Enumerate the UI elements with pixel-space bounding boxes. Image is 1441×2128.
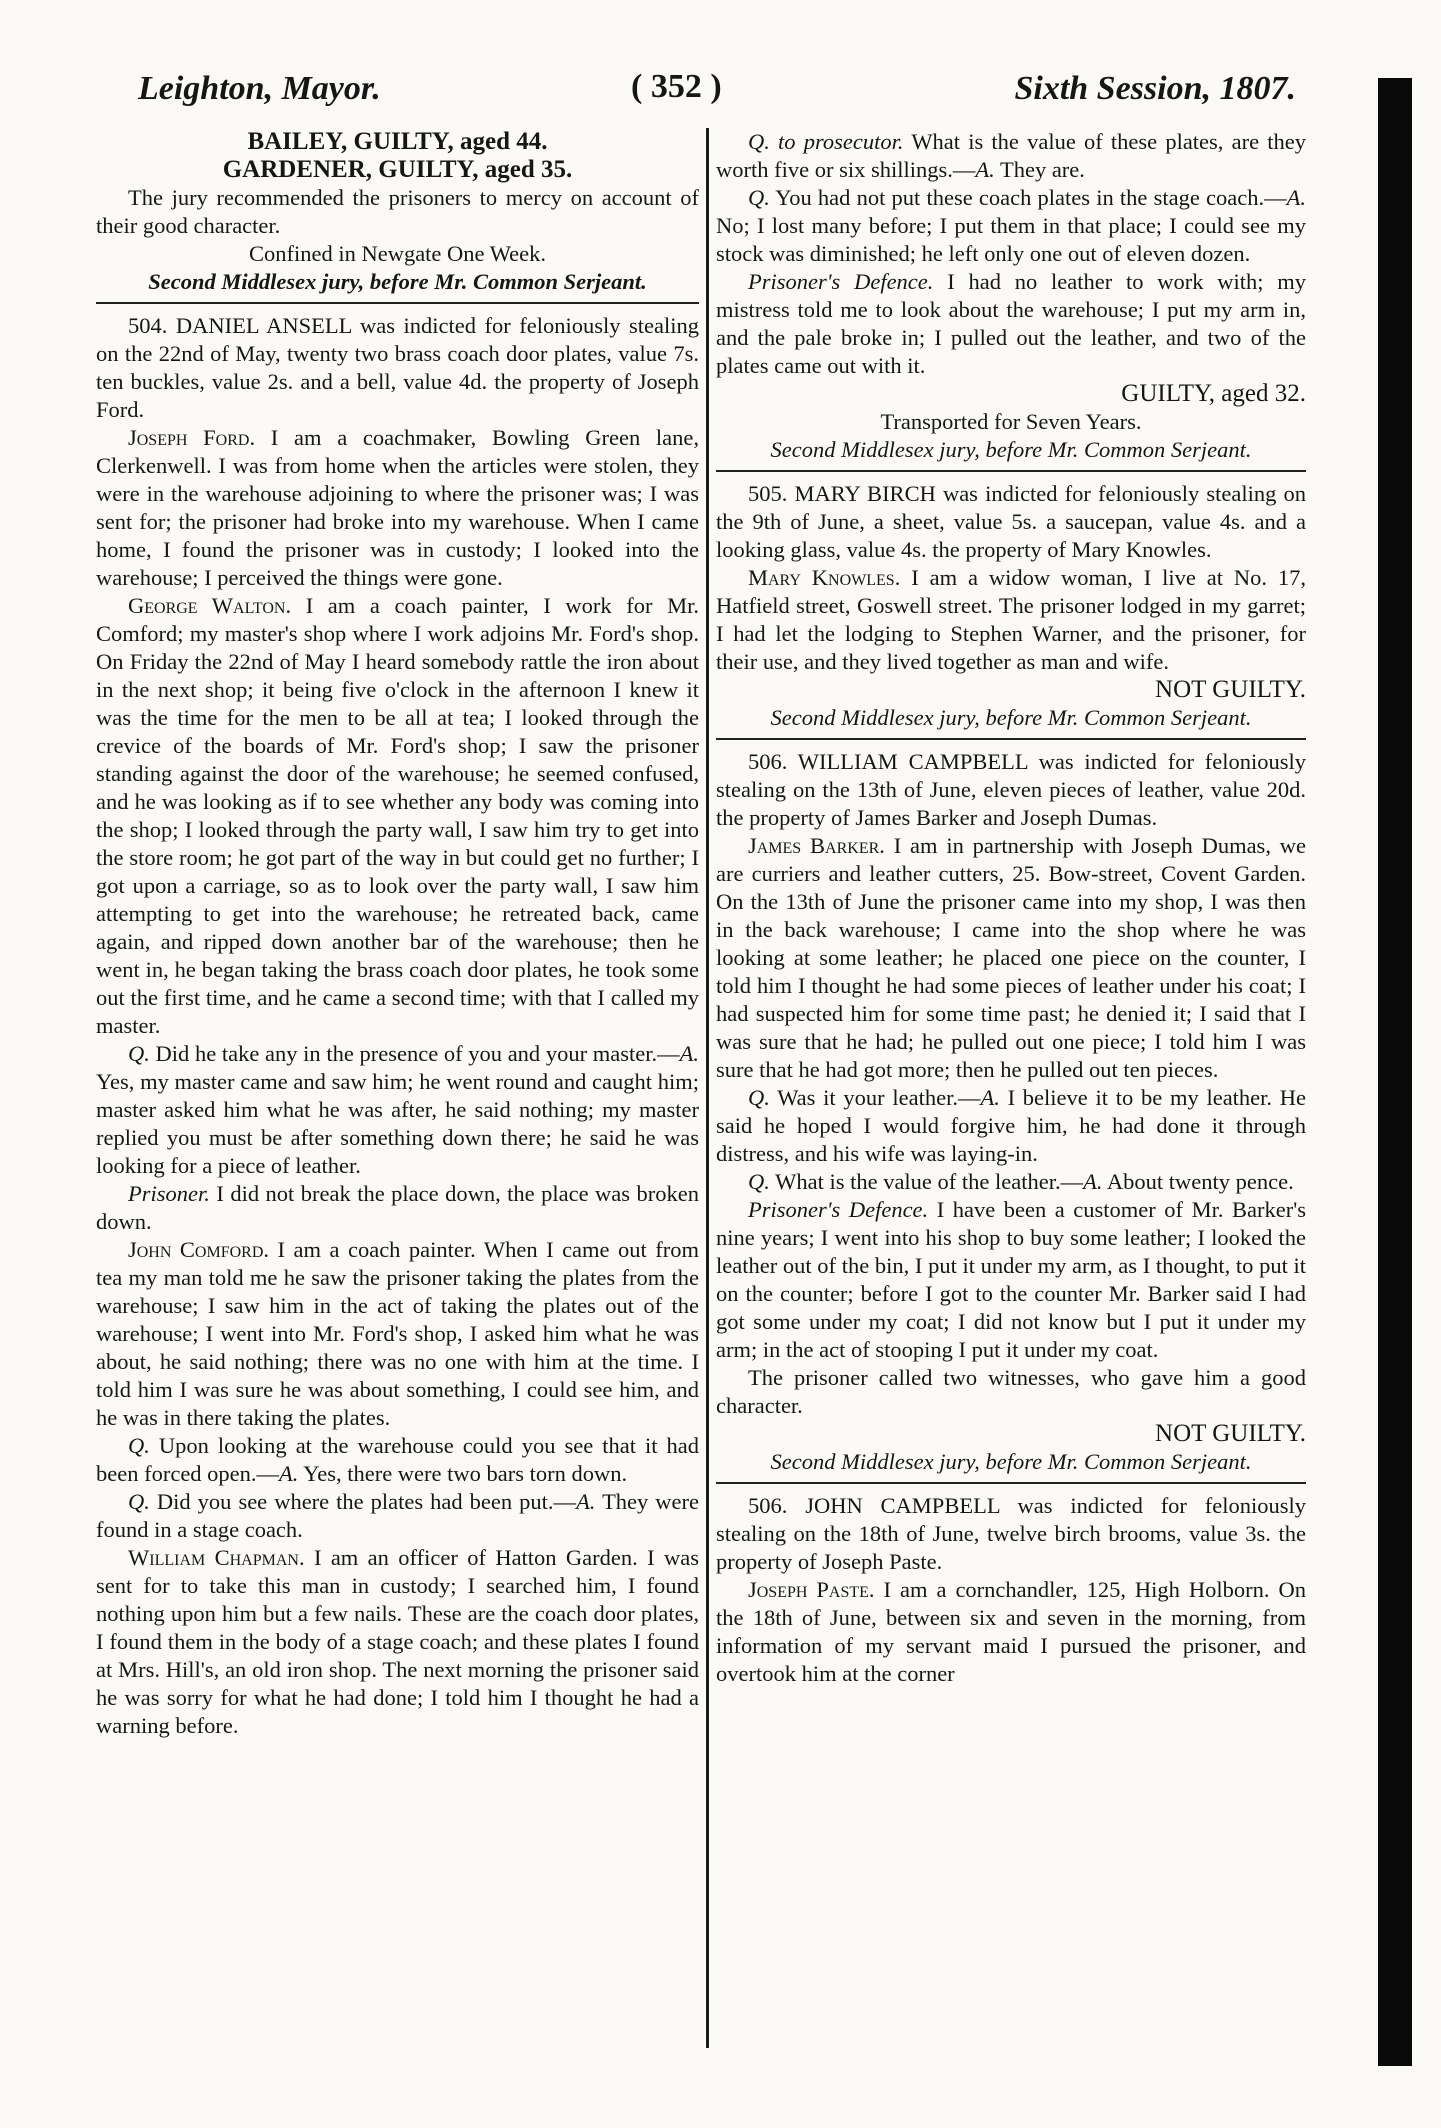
testimony-barker: James Barker. I am in partnership with Joseph Dumas, we are curriers and leather cutters, 25. Bow-street, Covent Garden. On the 13th of June the prisoner came into my shop, I was then in the back warehouse; I came into the shop where he was looking at some leather; he placed one piece on the counter, I told him I thought he had some pieces of leather under his coat; I had suspected him for some time past; he denied it; I said that I was sure that he had; he pulled out one piece; I told him I was sure that he had got more; then he pulled out ten pieces.: [716, 833, 1306, 1082]
header-left: Leighton, Mayor.: [138, 70, 381, 107]
left-column: [96, 128, 699, 1740]
recommendation: The jury recommended the prisoners to mercy on account of their good character.: [96, 185, 699, 238]
page-number: ( 352 ): [631, 68, 722, 105]
jury-line: Second Middlesex jury, before Mr. Common Serjeant.: [770, 1449, 1252, 1474]
verdict-bailey: BAILEY, GUILTY, aged 44.: [247, 128, 548, 155]
witness-name: William Chapman.: [128, 1545, 305, 1570]
case-separator: [716, 738, 1306, 740]
question-answer: Q. Upon looking at the warehouse could you see that it had been forced open.—A. Yes, there were two bars torn down.: [96, 1433, 699, 1486]
header-right: Sixth Session, 1807.: [1014, 70, 1296, 107]
verdict-gardener: GARDENER, GUILTY, aged 35.: [222, 156, 573, 183]
testimony-comford: John Comford. I am a coach painter. When I came out from tea my man told me he saw the prisoner taking the plates from the warehouse; I saw him in the act of taking the plates out of the warehouse; I went into Mr. Ford's shop, I asked him what he was about, he said nothing; there was no one with him at the time. I told him I was sure he was about something, I could see him, and he was in there taking the plates.: [96, 1237, 700, 1430]
column-divider: [706, 128, 709, 2048]
verdict-not-guilty: NOT GUILTY.: [1155, 1420, 1306, 1447]
jury-line: Second Middlesex jury, before Mr. Common Serjeant.: [148, 269, 647, 294]
witness-name: James Barker.: [748, 833, 885, 858]
case-separator: [96, 302, 699, 304]
case-504-indictment: 504. DANIEL ANSELL was indicted for feloniously stealing on the 22nd of May, twenty two brass coach door plates, value 7s. ten buckles, value 2s. and a bell, value 4d. the property of Joseph Ford.: [96, 313, 699, 422]
witness-name: Joseph Ford.: [128, 425, 256, 450]
question-answer: Q. You had not put these coach plates in the stage coach.—A. No; I lost many before; I put them in that place; I could see my stock was diminished; he left only one out of eleven dozen.: [716, 185, 1306, 266]
question-answer: Q. What is the value of the leather.—A. About twenty pence.: [748, 1169, 1294, 1194]
witness-name: John Comford.: [128, 1237, 270, 1262]
verdict-not-guilty: NOT GUILTY.: [1155, 676, 1306, 703]
prisoner-statement: Prisoner. I did not break the place down, the place was broken down.: [96, 1181, 699, 1234]
witnesses-note: The prisoner called two witnesses, who gave him a good character.: [716, 1365, 1306, 1418]
prisoner-defence: Prisoner's Defence. I had no leather to work with; my mistress told me to look about the warehouse; I put my arm in, and the pale broke in; I pulled out the leather, and two of the plates came out with it.: [716, 269, 1307, 378]
question-answer: Q. Did he take any in the presence of you and your master.—A. Yes, my master came and saw him; he went round and caught him; master asked him what he was after, he said nothing; my master replied you must be after something down there; he said he was looking for a piece of leather.: [96, 1041, 699, 1178]
testimony-paste: Joseph Paste. I am a cornchandler, 125, High Holborn. On the 18th of June, between six and seven in the morning, from information of my servant maid I pursued the prisoner, and overtook him at the corner: [716, 1577, 1307, 1686]
case-separator: [716, 470, 1306, 472]
case-505-indictment: 505. MARY BIRCH was indicted for feloniously stealing on the 9th of June, a sheet, value 5s. a saucepan, value 4s. and a looking glass, value 4s. the property of Mary Knowles.: [716, 481, 1306, 562]
testimony-knowles: Mary Knowles. I am a widow woman, I live at No. 17, Hatfield street, Goswell street. The prisoner lodged in my garret; I had let the lodging to Stephen Warner, and the prisoner, for their use, and they lived together as man and wife.: [716, 565, 1307, 674]
question-answer: Q. Did you see where the plates had been put.—A. They were found in a stage coach.: [96, 1489, 700, 1542]
testimony-walton: George Walton. I am a coach painter, I work for Mr. Comford; my master's shop where I work adjoins Mr. Ford's shop. On Friday the 22nd of May I heard somebody rattle the iron about in the next shop; it being five o'clock in the afternoon I knew it was the time for the men to be all at tea; I looked through the crevice of the boards of Mr. Ford's shop; I saw the prisoner standing against the door of the warehouse; he seemed confused, and he was looking as if to see whether any body was coming into the shop; I looked through the party wall, I saw him try to get into the store room; he got part of the way in but could get no further; I got upon a carriage, so as to look over the party wall, I saw him attempting to get into the warehouse; he retreated back, came again, and ripped down another bar of the warehouse; then he went in, he began taking the brass coach door plates, he took some out the first time, and he came a second time; with that I called my master.: [96, 593, 699, 1038]
prisoner-defence: Prisoner's Defence. I have been a customer of Mr. Barker's nine years; I went into his shop to buy some leather; I looked the leather out of the bin, I put it under my arm, as I thought, to put it on the counter; before I got to the counter Mr. Barker said I had got some under my coat; I did not know but I put it under my arm; in the act of stooping I put it under my coat.: [716, 1197, 1307, 1362]
case-506b-indictment: 506. JOHN CAMPBELL was indicted for feloniously stealing on the 18th of June, twelve birch brooms, value 3s. the property of Joseph Paste.: [716, 1493, 1306, 1574]
question-answer: Q. Was it your leather.—A. I believe it to be my leather. He said he hoped I would forgive him, he had done it through distress, and his wife was laying-in.: [716, 1085, 1307, 1166]
testimony-chapman: William Chapman. I am an officer of Hatton Garden. I was sent for to take this man in custody; I searched him, I found nothing upon him but a few nails. These are the coach door plates, I found them in the body of a stage coach; and these plates I found at Mrs. Hill's, an old iron shop. The next morning the prisoner said he was sorry for what he had done; I told him I thought he had a warning before.: [96, 1545, 699, 1738]
sentence: Transported for Seven Years.: [880, 409, 1142, 434]
case-separator: [716, 1482, 1306, 1484]
testimony-ford: Joseph Ford. I am a coachmaker, Bowling Green lane, Clerkenwell. I was from home when the articles were stolen, they were in the warehouse adjoining to where the prisoner was; I was sent for; the prisoner had broke into my warehouse. When I came home, I found the prisoner was in custody; I looked into the warehouse; I perceived the things were gone.: [96, 425, 700, 590]
witness-name: Joseph Paste.: [748, 1577, 875, 1602]
page-header: [96, 68, 1296, 118]
verdict-guilty: GUILTY, aged 32.: [1121, 380, 1306, 407]
case-506-indictment: 506. WILLIAM CAMPBELL was indicted for feloniously stealing on the 13th of June, eleven pieces of leather, value 20d. the property of James Barker and Joseph Dumas.: [716, 749, 1306, 830]
witness-name: George Walton.: [128, 593, 292, 618]
jury-line: Second Middlesex jury, before Mr. Common Serjeant.: [770, 437, 1252, 462]
jury-line: Second Middlesex jury, before Mr. Common Serjeant.: [770, 705, 1252, 730]
page-binding-edge: [1378, 78, 1412, 2066]
right-column: [716, 128, 1306, 1688]
witness-name: Mary Knowles.: [748, 565, 901, 590]
question-answer: Q. to prosecutor. What is the value of these plates, are they worth five or six shillings.—A. They are.: [716, 129, 1306, 182]
sentence: Confined in Newgate One Week.: [248, 241, 547, 266]
